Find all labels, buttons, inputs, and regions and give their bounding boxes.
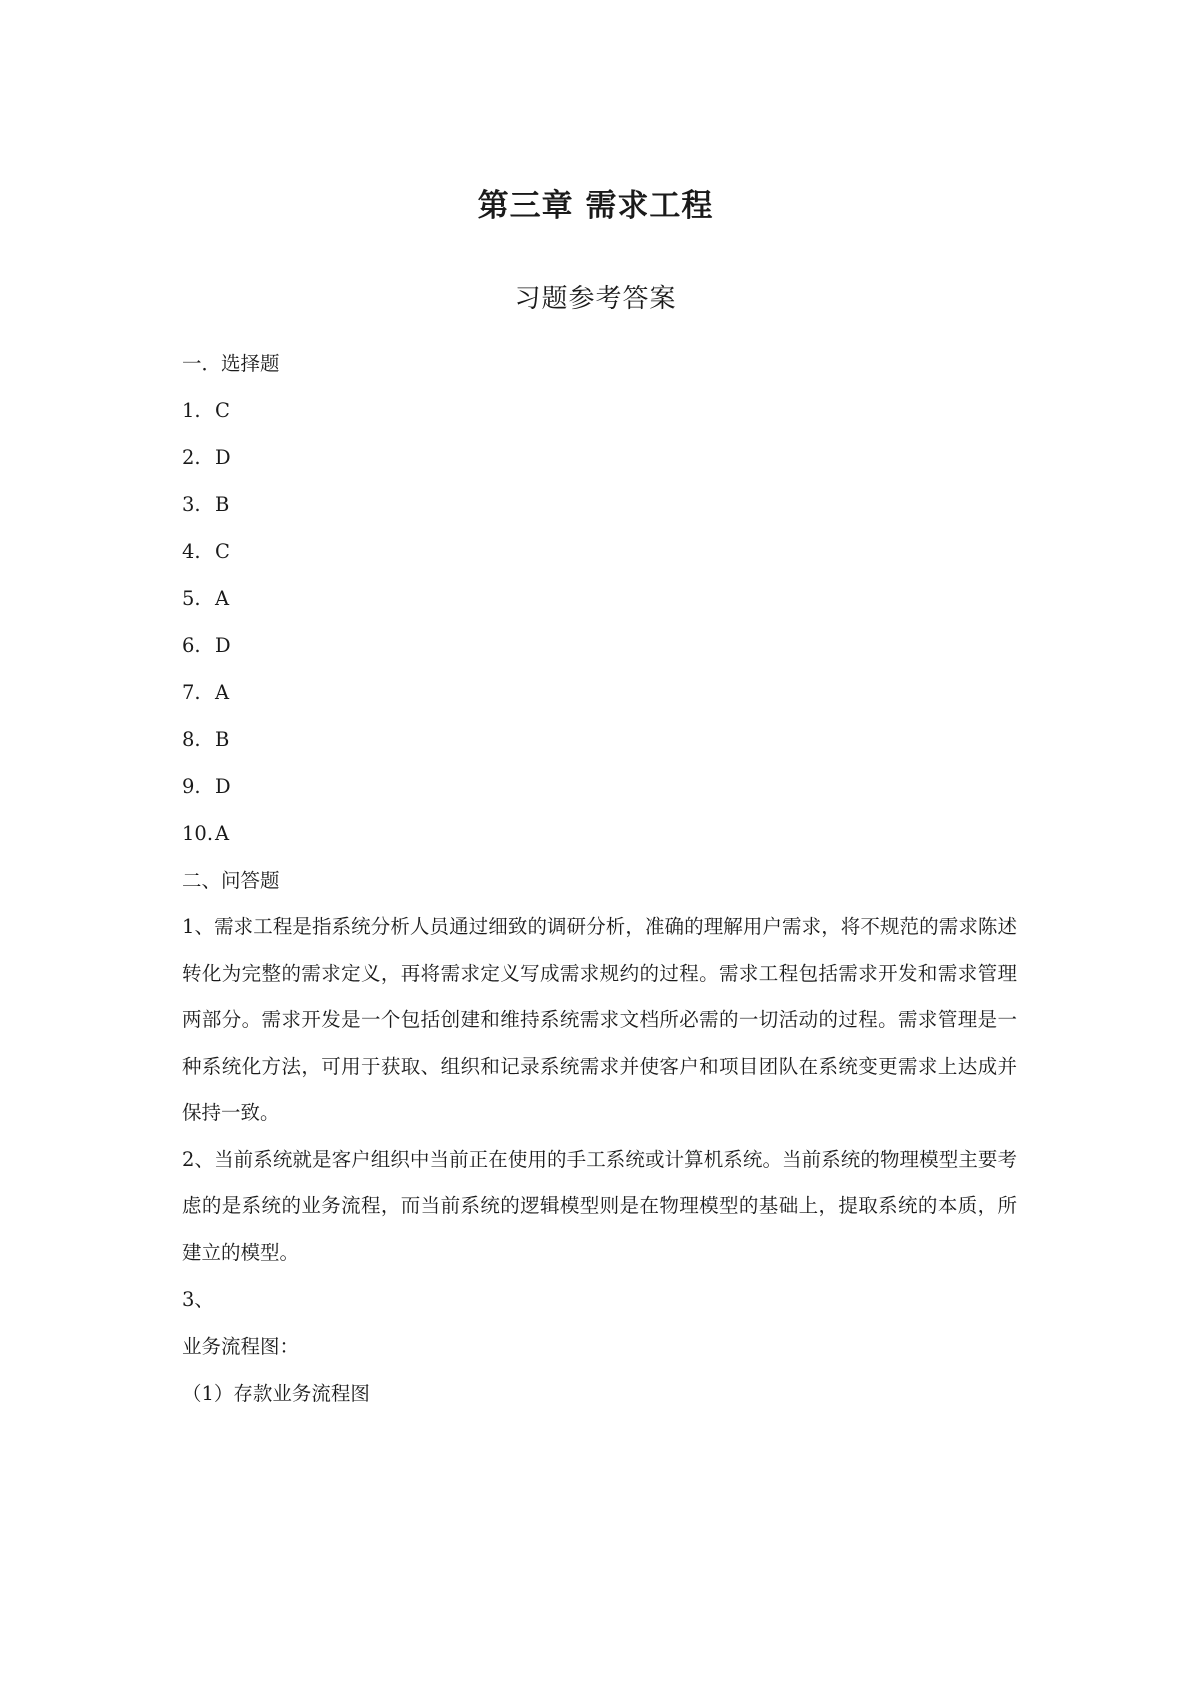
answer-item [182, 387, 1017, 434]
answer-number: 2. [182, 446, 201, 469]
answer-item [182, 669, 1017, 716]
answer-paragraph-2: 2、当前系统就是客户组织中当前正在使用的手工系统或计算机系统。当前系统的物理模型主要考虑的是系统的业务流程，而当前系统的逻辑模型则是在物理模型的基础上，提取系统的本质，所建立的模型。 [182, 1147, 1017, 1264]
answer-number: 5. [182, 587, 201, 610]
answer-number: 10. [182, 822, 214, 845]
answer-value: D [215, 634, 231, 657]
answer-value: A [215, 681, 230, 704]
answer-number: 4. [182, 540, 201, 563]
section-heading-qa: 二、问答题 [182, 869, 280, 892]
flowchart-item-deposit: （1）存款业务流程图 [182, 1382, 370, 1405]
answer-number: 9. [182, 775, 201, 798]
answer-value: B [215, 728, 230, 751]
flowchart-heading: 业务流程图： [182, 1335, 300, 1358]
answer-number: 8. [182, 728, 201, 751]
answer-item [182, 434, 1017, 481]
chapter-title: 第三章 需求工程 [477, 188, 714, 224]
answer-item [182, 763, 1017, 810]
answer-value: B [215, 493, 230, 516]
answer-item [182, 481, 1017, 528]
answer-number: 7. [182, 681, 201, 704]
answer-paragraph-1: 1、需求工程是指系统分析人员通过细致的调研分析，准确的理解用户需求，将不规范的需求陈述转化为完整的需求定义，再将需求定义写成需求规约的过程。需求工程包括需求开发和需求管理两部分。需求开发是一个包括创建和维持系统需求文档所必需的一切活动的过程。需求管理是一种系统化方法，可用于获取、组织和记录系统需求并使客户和项目团队在系统变更需求上达成并保持一致。 [182, 915, 1017, 1124]
answer-item [182, 716, 1017, 763]
answer-number: 1. [182, 399, 201, 422]
answer-value: A [215, 587, 230, 610]
document-body [182, 340, 1017, 1417]
answer-value: A [215, 822, 230, 845]
answer-value: C [215, 399, 230, 422]
answer-item [182, 622, 1017, 669]
answers-subtitle: 习题参考答案 [514, 284, 677, 314]
answer-value: D [215, 446, 231, 469]
answer-item [182, 575, 1017, 622]
answer-value: D [215, 775, 231, 798]
answer-item [182, 810, 1017, 857]
answer-number: 3. [182, 493, 201, 516]
answer-value: C [215, 540, 230, 563]
answer-number: 6. [182, 634, 201, 657]
answer-item [182, 528, 1017, 575]
section-heading-choice: 一．选择题 [182, 352, 280, 375]
answer-paragraph-3: 3、 [182, 1288, 214, 1311]
